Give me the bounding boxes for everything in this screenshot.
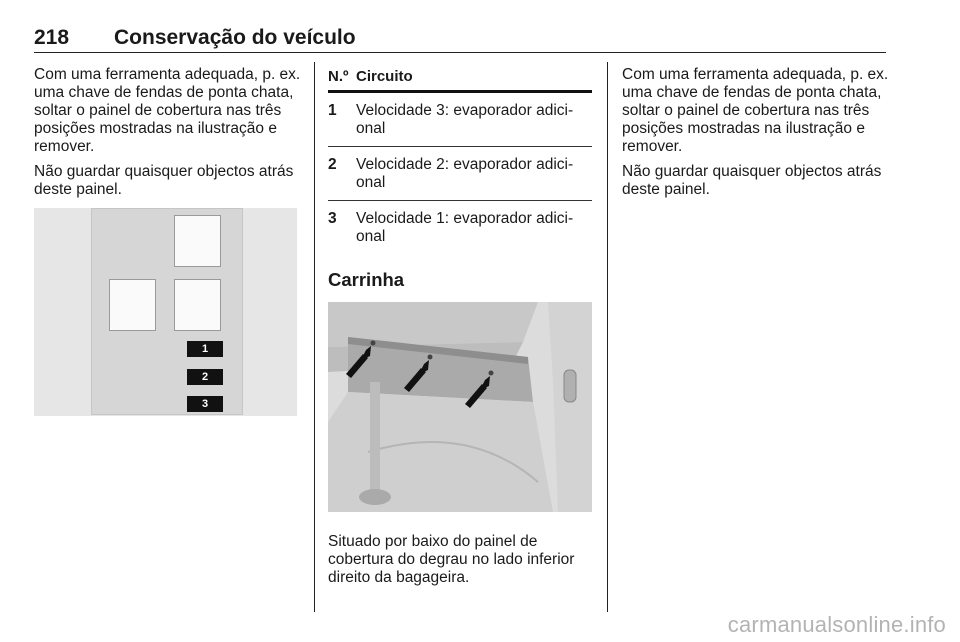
column-middle (328, 66, 592, 594)
column-left (34, 66, 304, 206)
table-header-number: N.º (328, 68, 349, 85)
column-right (622, 66, 892, 206)
warning-paragraph: Não guardar quaisquer objectos atrás deste painel. (622, 163, 882, 198)
table-row (328, 93, 592, 147)
fuse-slot-left (109, 279, 156, 331)
column-divider-right (607, 62, 608, 612)
watermark-text: carmanualsonline.info (727, 612, 946, 637)
fuse-label-1: 1 (187, 341, 223, 357)
fuse-panel (91, 208, 243, 415)
table-row (328, 147, 592, 201)
table-header (328, 66, 592, 93)
fuse-label-3: 3 (187, 396, 223, 412)
page-number: 218 (34, 26, 70, 49)
instruction-paragraph: Com uma ferramenta adequada, p. ex. uma chave de fendas de ponta chata, soltar o painel de cobertura nas três posições mostradas na ilustração e remover. (34, 66, 301, 155)
cargo-area-illustration (328, 302, 592, 512)
row-text: Velocidade 3: evaporador adici-onal (356, 102, 574, 137)
section-subheading: Carrinha (328, 269, 405, 290)
fuse-label-2: 2 (187, 369, 223, 385)
table-row (328, 201, 592, 254)
row-number: 1 (328, 102, 337, 119)
location-caption: Situado por baixo do painel de cobertura do degrau no lado inferior direito da bagageira. (328, 533, 575, 586)
fuse-box-illustration (34, 208, 297, 416)
column-divider-left (314, 62, 315, 612)
row-text: Velocidade 1: evaporador adici-onal (356, 210, 574, 245)
page-header (34, 22, 886, 53)
table-header-circuit: Circuito (356, 68, 413, 85)
row-number: 3 (328, 210, 337, 227)
row-number: 2 (328, 156, 337, 173)
row-text: Velocidade 2: evaporador adici-onal (356, 156, 574, 191)
warning-paragraph: Não guardar quaisquer objectos atrás deste painel. (34, 163, 294, 198)
instruction-paragraph: Com uma ferramenta adequada, p. ex. uma chave de fendas de ponta chata, soltar o painel de cobertura nas três posições mostradas na ilustração e remover. (622, 66, 889, 155)
page-title: Conservação do veículo (114, 26, 356, 49)
fuse-slot-right (174, 279, 221, 331)
fuse-slot-top (174, 215, 221, 267)
